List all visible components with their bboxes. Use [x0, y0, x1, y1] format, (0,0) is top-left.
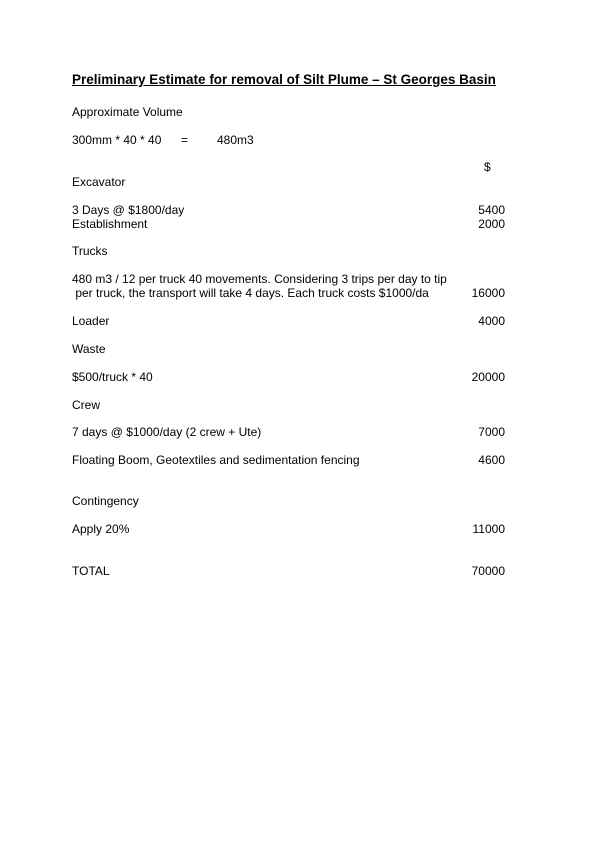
contingency-label: Apply 20%: [72, 522, 130, 536]
currency-header: $: [484, 160, 491, 174]
excavator-days-amount: 5400: [478, 203, 505, 217]
volume-equals: =: [181, 133, 189, 147]
volume-heading: Approximate Volume: [72, 105, 183, 119]
waste-heading: Waste: [72, 342, 106, 356]
trucks-amount: 16000: [471, 286, 505, 300]
establishment-amount: 2000: [478, 217, 505, 231]
document-title: Preliminary Estimate for removal of Silt Plume – St Georges Basin: [72, 72, 496, 87]
contingency-amount: 11000: [472, 522, 505, 536]
total-amount: 70000: [471, 564, 505, 578]
waste-label: $500/truck * 40: [72, 370, 153, 384]
loader-amount: 4000: [478, 314, 505, 328]
total-label: TOTAL: [72, 564, 110, 578]
floating-boom-label: Floating Boom, Geotextiles and sedimentation fencing: [72, 453, 360, 467]
contingency-heading: Contingency: [72, 494, 139, 508]
trucks-description-line1: 480 m3 / 12 per truck 40 movements. Considering 3 trips per day to tip: [72, 272, 447, 286]
waste-amount: 20000: [471, 370, 505, 384]
volume-expression: 300mm * 40 * 40: [72, 133, 162, 147]
crew-label: 7 days @ $1000/day (2 crew + Ute): [72, 425, 262, 439]
floating-boom-amount: 4600: [478, 453, 505, 467]
establishment-label: Establishment: [72, 217, 148, 231]
excavator-days-label: 3 Days @ $1800/day: [72, 203, 185, 217]
trucks-heading: Trucks: [72, 244, 108, 258]
crew-heading: Crew: [72, 398, 101, 412]
trucks-description-line2: per truck, the transport will take 4 days. Each truck costs $1000/da: [72, 286, 429, 300]
loader-label: Loader: [72, 314, 110, 328]
excavator-heading: Excavator: [72, 175, 126, 189]
volume-result: 480m3: [217, 133, 254, 147]
crew-amount: 7000: [478, 425, 505, 439]
